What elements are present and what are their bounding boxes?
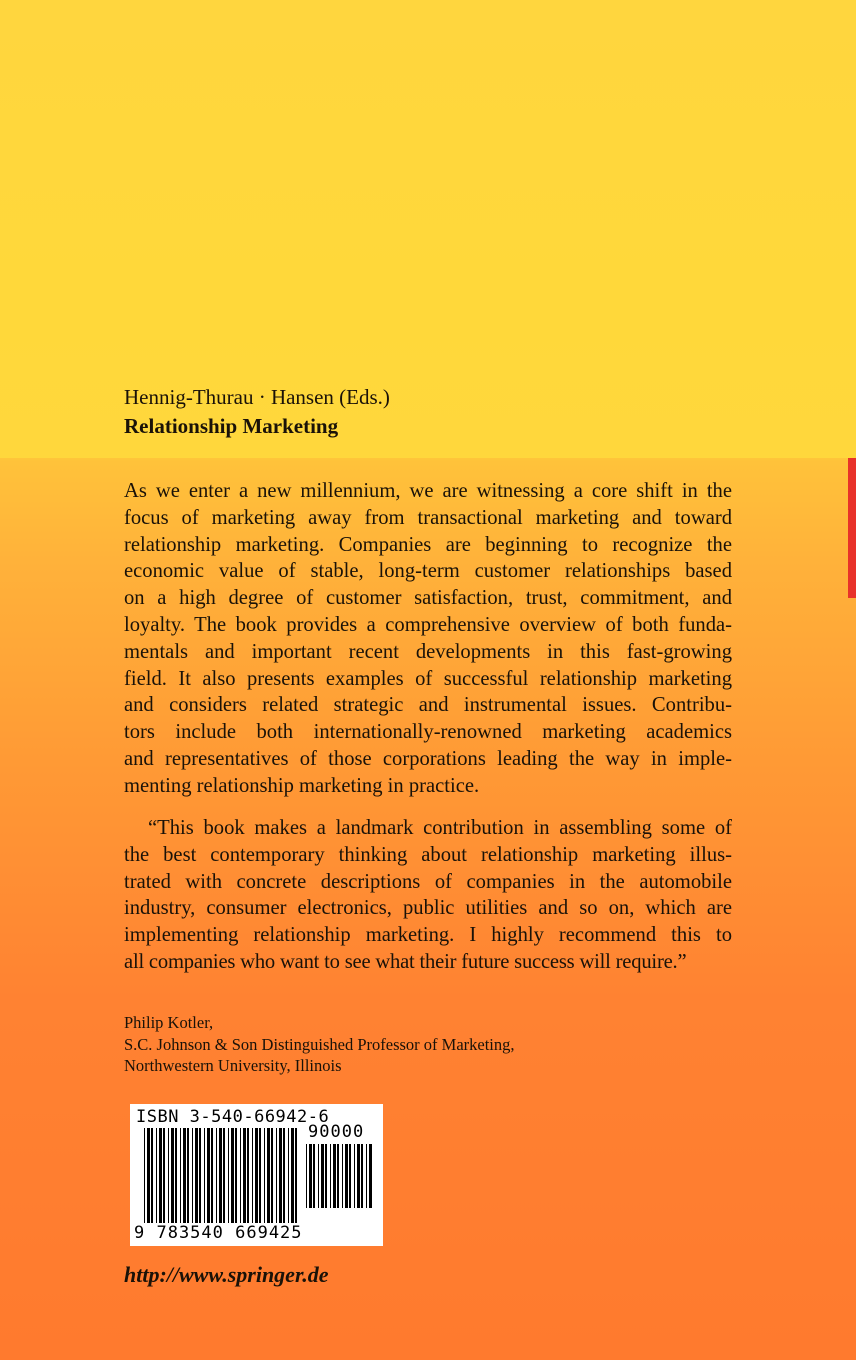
barcode-bar (333, 1144, 336, 1208)
description-line: field. It also presents examples of successful relationship marketing (124, 667, 732, 690)
attribution-position: S.C. Johnson & Son Distinguished Professor of Marketing, (124, 1034, 515, 1054)
barcode-bar (183, 1128, 186, 1224)
barcode-bar (288, 1128, 289, 1224)
description-line: loyalty. The book provides a comprehensive overview of both funda- (124, 613, 732, 636)
ean-number: 9 783540 669425 (134, 1223, 303, 1243)
barcode-bar (180, 1128, 181, 1224)
barcode-bar (252, 1128, 253, 1224)
spine-color-tab (848, 458, 856, 598)
isbn-barcode (130, 1104, 383, 1246)
barcode-bar (345, 1144, 348, 1208)
addon-barcode-bars (306, 1144, 376, 1224)
barcode-bar (168, 1128, 169, 1224)
publisher-url[interactable]: http://www.springer.de (124, 1262, 329, 1287)
isbn-number: ISBN 3-540-66942-6 (136, 1107, 330, 1127)
barcode-bar (247, 1128, 249, 1224)
description-line: and considers related strategic and instrumental issues. Contribu- (124, 694, 732, 717)
attribution-name: Philip Kotler, (124, 1013, 214, 1032)
barcode-bar (276, 1128, 277, 1224)
barcode-bar (159, 1128, 162, 1224)
barcode-bar (330, 1144, 331, 1208)
barcode-bar (195, 1128, 198, 1224)
barcode-bar (318, 1144, 319, 1208)
quote-line: all companies who want to see what their future success will require.” (124, 950, 687, 973)
description-line: As we enter a new millennium, we are witnessing a core shift in the (124, 480, 732, 502)
barcode-bar (349, 1144, 351, 1208)
barcode-bar (361, 1144, 363, 1208)
quote-line: trated with concrete descriptions of companies in the automobile (124, 870, 732, 893)
barcode-bar (264, 1128, 265, 1224)
barcode-bar (279, 1128, 282, 1224)
barcode-bar (171, 1128, 174, 1224)
barcode-bar (255, 1128, 258, 1224)
barcode-bar (187, 1128, 189, 1224)
barcode-bar (211, 1128, 213, 1224)
barcode-bar (321, 1144, 324, 1208)
price-addon-number: 90000 (308, 1122, 365, 1142)
barcode-bar (354, 1144, 355, 1208)
barcode-bar (240, 1128, 241, 1224)
barcode-bar (366, 1144, 367, 1208)
quote-attribution (124, 1012, 515, 1077)
barcode-bar (267, 1128, 270, 1224)
barcode-bar (369, 1144, 372, 1208)
description-line: focus of marketing away from transactional marketing and toward (124, 506, 732, 529)
barcode-bar (295, 1128, 297, 1224)
barcode-bar (342, 1144, 343, 1208)
barcode-bar (192, 1128, 193, 1224)
barcode-bar (219, 1128, 222, 1224)
book-title: Relationship Marketing (124, 414, 339, 438)
barcode-bar (283, 1128, 285, 1224)
quote-line: industry, consumer electronics, public utilities and so on, which are (124, 897, 732, 920)
description-line: mentals and important recent developments in this fast-growing (124, 640, 732, 663)
description-line: on a high degree of customer satisfaction, trust, commitment, and (124, 587, 732, 610)
endorsement-quote (124, 815, 732, 976)
barcode-bar (271, 1128, 273, 1224)
description-line: economic value of stable, long-term customer relationships based (124, 560, 732, 583)
barcode-bar (207, 1128, 210, 1224)
barcode-bar (175, 1128, 177, 1224)
barcode-bar (163, 1128, 165, 1224)
quote-line: “This book makes a landmark contribution in assembling some of (148, 817, 732, 839)
book-description (124, 478, 732, 800)
description-line: tors include both internationally-renowned marketing academics (124, 721, 732, 744)
barcode-bar (243, 1128, 246, 1224)
barcode-bar (357, 1144, 360, 1208)
book-editors: Hennig-Thurau · Hansen (Eds.) (124, 385, 390, 409)
attribution-institution: Northwestern University, Illinois (124, 1056, 342, 1075)
barcode-bar (313, 1144, 315, 1208)
quote-line: the best contemporary thinking about relationship marketing illus- (124, 843, 732, 866)
barcode-bar (156, 1128, 157, 1224)
barcode-bar (337, 1144, 339, 1208)
barcode-bar (204, 1128, 205, 1224)
description-line: and representatives of those corporations leading the way in imple- (124, 747, 732, 770)
barcode-bar (199, 1128, 201, 1224)
quote-line: implementing relationship marketing. I highly recommend this to (124, 924, 732, 947)
barcode-bar (291, 1128, 294, 1224)
description-line: menting relationship marketing in practice. (124, 774, 480, 797)
barcode-bar (306, 1144, 307, 1208)
barcode-bar (309, 1144, 312, 1208)
barcode-bar (216, 1128, 217, 1224)
barcode-bar (151, 1128, 153, 1224)
barcode-bar (235, 1128, 237, 1224)
description-line: relationship marketing. Companies are beginning to recognize the (124, 533, 732, 556)
barcode-bar (325, 1144, 327, 1208)
barcode-bar (259, 1128, 261, 1224)
barcode-bar (231, 1128, 234, 1224)
